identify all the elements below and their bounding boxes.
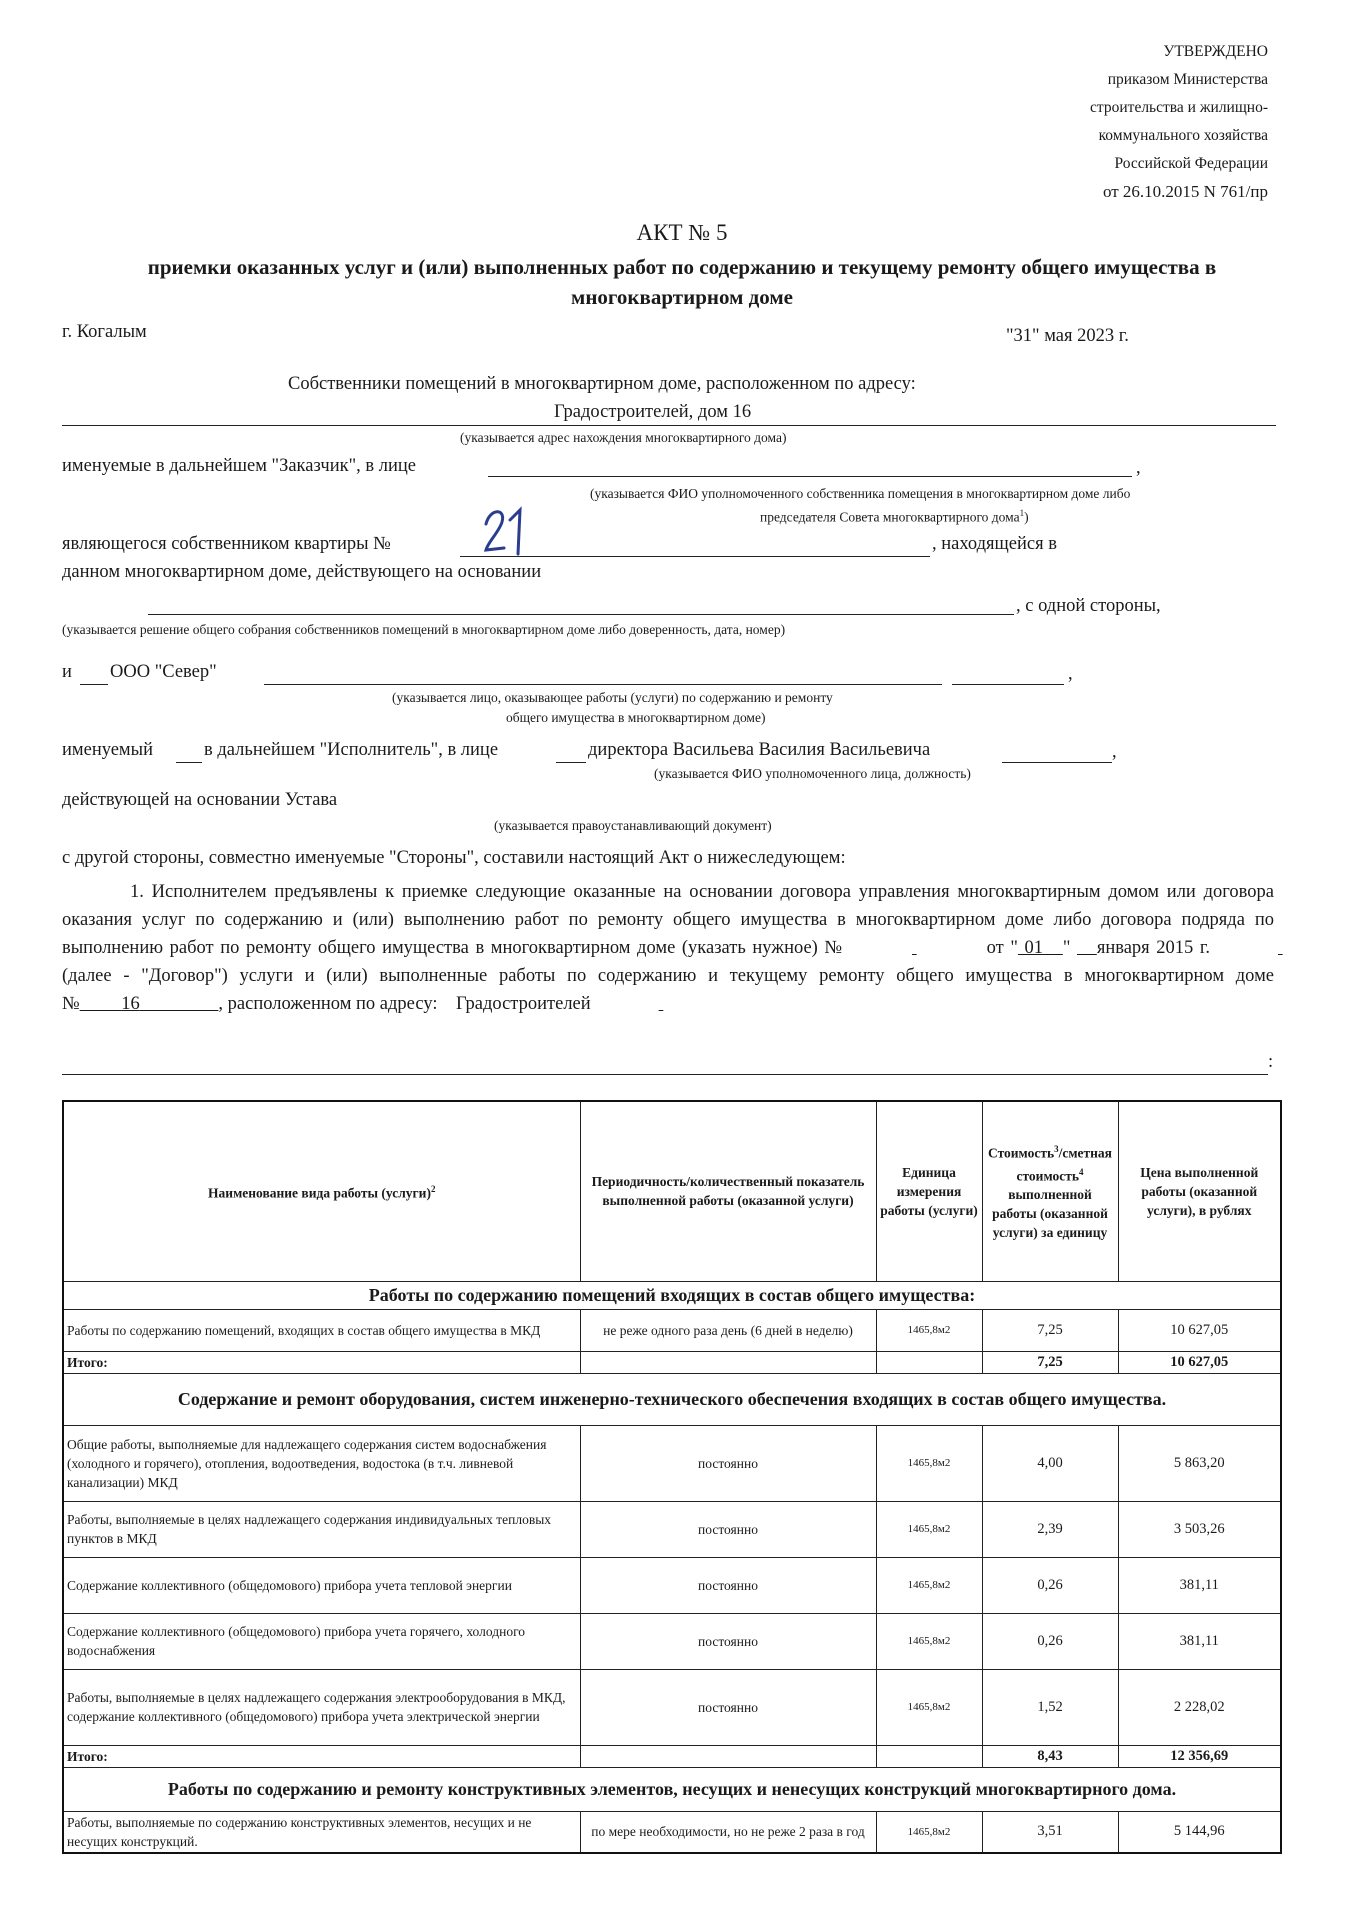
work-price: 3 503,26 xyxy=(1118,1501,1281,1557)
section-title: Содержание и ремонт оборудования, систем инженерно-технического обеспечения входящих в состав общего имущества. xyxy=(63,1373,1281,1425)
section-row xyxy=(63,1373,1281,1425)
contractor-trail: , xyxy=(1068,664,1073,684)
section-title: Работы по содержанию помещений входящих в состав общего имущества: xyxy=(63,1281,1281,1309)
contractor-line-2 xyxy=(952,684,1064,685)
work-periodicity: постоянно xyxy=(580,1501,876,1557)
total-label: Итого: xyxy=(63,1745,580,1767)
clause-1-text-b: от " xyxy=(986,938,1018,958)
contractor-hint-1: (указывается лицо, оказывающее работы (услуги) по содержанию и ремонту xyxy=(392,690,833,705)
table-row xyxy=(63,1613,1281,1669)
total-row xyxy=(63,1745,1281,1767)
act-date: "31" мая 2023 г. xyxy=(1006,326,1129,346)
approval-line: УТВЕРЖДЕНО xyxy=(1163,43,1268,60)
person-pre-line xyxy=(556,762,586,763)
contractor-person: директора Васильева Василия Васильевича xyxy=(588,740,931,760)
work-unit: 1465,8м2 xyxy=(876,1557,982,1613)
address-continuation-line xyxy=(62,1074,1268,1075)
side-one: , с одной стороны, xyxy=(1016,596,1161,616)
approval-line: строительства и жилищно- xyxy=(1090,99,1268,116)
work-price: 5 144,96 xyxy=(1118,1811,1281,1853)
work-periodicity: не реже одного раза день (6 дней в неделю) xyxy=(580,1309,876,1351)
apartment-label: являющегося собственником квартиры № xyxy=(62,534,391,554)
handwritten-apartment-number xyxy=(480,502,538,560)
address-colon: : xyxy=(1268,1052,1274,1072)
header-name: Наименование вида работы (услуги)$^2$ xyxy=(63,1101,580,1281)
section-row xyxy=(63,1767,1281,1811)
work-periodicity: постоянно xyxy=(580,1557,876,1613)
clause-1-text-c: " xyxy=(1062,938,1071,958)
section-title: Работы по содержанию и ремонту конструктивных элементов, несущих и ненесущих конструкций многоквартирного дома. xyxy=(63,1767,1281,1811)
named-gap-line xyxy=(176,762,202,763)
basis-line xyxy=(148,614,1014,615)
work-unit: 1465,8м2 xyxy=(876,1811,982,1853)
customer-hint-1: (указывается ФИО уполномоченного собственника помещения в многоквартирном доме либо xyxy=(590,486,1131,501)
total-empty xyxy=(580,1745,876,1767)
header-unit: Единица измерения работы (услуги) xyxy=(876,1101,982,1281)
customer-trail: , xyxy=(1136,458,1141,478)
city: г. Когалым xyxy=(62,322,147,342)
work-unit: 1465,8м2 xyxy=(876,1501,982,1557)
work-price: 381,11 xyxy=(1118,1613,1281,1669)
work-cost: 4,00 xyxy=(982,1425,1118,1501)
named-label-a: именуемый xyxy=(62,740,153,760)
clause-1-text-f: расположенном по адресу: xyxy=(227,994,438,1014)
work-name: Общие работы, выполняемые для надлежащего содержания систем водоснабжения (холодного и горячего), отопления, водоотведения, водостока (в т.ч. ливневой канализации) МКД xyxy=(63,1425,580,1501)
customer-hint-2: председателя Совета многоквартирного дома$^1$) xyxy=(760,508,1029,525)
table-header-row xyxy=(63,1101,1281,1281)
act-title: АКТ № 5 xyxy=(636,220,728,245)
customer-name-line xyxy=(488,476,1132,477)
work-price: 2 228,02 xyxy=(1118,1669,1281,1745)
work-price: 5 863,20 xyxy=(1118,1425,1281,1501)
work-periodicity: по мере необходимости, но не реже 2 раза в год xyxy=(580,1811,876,1853)
work-periodicity: постоянно xyxy=(580,1613,876,1669)
work-name: Работы, выполняемые в целях надлежащего содержания электрооборудования в МКД, содержание коллективного (общедомового) прибора учета электрической энергии xyxy=(63,1669,580,1745)
contractor-line-1 xyxy=(264,684,942,685)
work-price: 381,11 xyxy=(1118,1557,1281,1613)
total-price: 10 627,05 xyxy=(1118,1351,1281,1373)
total-cost: 8,43 xyxy=(982,1745,1118,1767)
contractor-basis-hint: (указывается правоустанавливающий документ) xyxy=(494,818,772,833)
work-name: Работы, выполняемые по содержанию конструктивных элементов, несущих и не несущих конструкций. xyxy=(63,1811,580,1853)
contractor-pre-line xyxy=(80,684,108,685)
total-empty xyxy=(876,1745,982,1767)
address-hint: (указывается адрес нахождения многоквартирного дома) xyxy=(460,430,787,445)
header-periodicity: Периодичность/количественный показатель выполненной работы (оказанной услуги) xyxy=(580,1101,876,1281)
and-label: и xyxy=(62,662,72,682)
approval-line: приказом Министерства xyxy=(1107,71,1268,88)
clause-1-text-e: , xyxy=(218,994,224,1014)
contractor-basis: действующей на основании Устава xyxy=(62,790,338,810)
apartment-trail: , находящейся в xyxy=(932,534,1057,554)
owners-intro: Собственники помещений в многоквартирном доме, расположенном по адресу: xyxy=(288,374,916,394)
address-underline xyxy=(62,425,1276,426)
work-name: Содержание коллективного (общедомового) прибора учета тепловой энергии xyxy=(63,1557,580,1613)
month-blank xyxy=(1077,938,1097,958)
work-unit: 1465,8м2 xyxy=(876,1613,982,1669)
total-cost: 7,25 xyxy=(982,1351,1118,1373)
contract-day: 01 xyxy=(1024,938,1044,958)
total-price: 12 356,69 xyxy=(1118,1745,1281,1767)
work-periodicity: постоянно xyxy=(580,1669,876,1745)
street-blank xyxy=(591,990,715,1018)
table-row xyxy=(63,1669,1281,1745)
work-cost: 2,39 xyxy=(982,1501,1118,1557)
work-cost: 0,26 xyxy=(982,1613,1118,1669)
parties-text: с другой стороны, совместно именуемые "Стороны", составили настоящий Акт о нижеследующем: xyxy=(62,848,846,868)
clause-1-text-a: 1. Исполнителем предъявлены к приемке следующие оказанные на основании договора управления многоквартирным домом или договора оказания услуг по содержанию и (или) выполнению работ по ремонту общего имущества в многоквартирном доме либо договора подряда по выполнению работ по ремонту общего имущества в многоквартирном доме (указать нужное) № xyxy=(62,882,1274,958)
table-row xyxy=(63,1425,1281,1501)
total-empty xyxy=(876,1351,982,1373)
work-cost: 1,52 xyxy=(982,1669,1118,1745)
approval-line: от 26.10.2015 N 761/пр xyxy=(1102,182,1268,201)
approval-line: коммунального хозяйства xyxy=(1098,127,1268,144)
work-name: Работы по содержанию помещений, входящих в состав общего имущества в МКД xyxy=(63,1309,580,1351)
table-row xyxy=(63,1811,1281,1853)
act-subtitle: приемки оказанных услуг и (или) выполненных работ по содержанию и текущему ремонту общего имущества в многоквартирном доме xyxy=(147,255,1217,309)
house-number: 16 xyxy=(121,994,140,1014)
work-name: Содержание коллективного (общедомового) прибора учета горячего, холодного водоснабжения xyxy=(63,1613,580,1669)
work-cost: 3,51 xyxy=(982,1811,1118,1853)
contract-number-blank xyxy=(844,934,980,962)
work-cost: 7,25 xyxy=(982,1309,1118,1351)
work-cost: 0,26 xyxy=(982,1557,1118,1613)
table-row xyxy=(63,1501,1281,1557)
header-price: Цена выполненной работы (оказанной услуги), в рублях xyxy=(1118,1101,1281,1281)
contractor-hint-2: общего имущества в многоквартирном доме) xyxy=(506,710,766,725)
person-hint: (указывается ФИО уполномоченного лица, должность) xyxy=(654,766,971,781)
approval-line: Российской Федерации xyxy=(1114,155,1268,172)
work-name: Работы, выполняемые в целях надлежащего содержания индивидуальных тепловых пунктов в МКД xyxy=(63,1501,580,1557)
work-unit: 1465,8м2 xyxy=(876,1309,982,1351)
named-label-b: в дальнейшем "Исполнитель", в лице xyxy=(204,740,499,760)
work-unit: 1465,8м2 xyxy=(876,1669,982,1745)
street-name: Градостроителей xyxy=(455,994,591,1014)
table-row xyxy=(63,1557,1281,1613)
header-cost: Стоимость$^3$/сметная стоимость$^4$ выполненной работы (оказанной услуги) за единицу xyxy=(982,1101,1118,1281)
work-periodicity: постоянно xyxy=(580,1425,876,1501)
clause-1 xyxy=(62,878,1274,1018)
clause-1-text-d: (далее - "Договор") услуги и (или) выполненные работы по содержанию и текущему ремонту общего имущества в многоквартирном доме № xyxy=(62,966,1274,1014)
customer-label: именуемые в дальнейшем "Заказчик", в лице xyxy=(62,456,417,476)
approval-block xyxy=(1090,38,1268,206)
work-unit: 1465,8м2 xyxy=(876,1425,982,1501)
table-row xyxy=(63,1309,1281,1351)
year-blank xyxy=(1210,934,1274,962)
works-table xyxy=(62,1100,1282,1854)
section-row xyxy=(63,1281,1281,1309)
house-address: Градостроителей, дом 16 xyxy=(554,402,752,422)
person-post-line xyxy=(1002,762,1112,763)
basis-hint: (указывается решение общего собрания собственников помещений в многоквартирном доме либо доверенность, дата, номер) xyxy=(62,622,786,637)
contract-month-year: января 2015 г. xyxy=(1096,938,1211,958)
basis-label: данном многоквартирном доме, действующего на основании xyxy=(62,562,542,582)
total-row xyxy=(63,1351,1281,1373)
total-empty xyxy=(580,1351,876,1373)
contractor-name: ООО "Север" xyxy=(110,662,217,682)
person-trail: , xyxy=(1112,742,1117,762)
total-label: Итого: xyxy=(63,1351,580,1373)
work-price: 10 627,05 xyxy=(1118,1309,1281,1351)
